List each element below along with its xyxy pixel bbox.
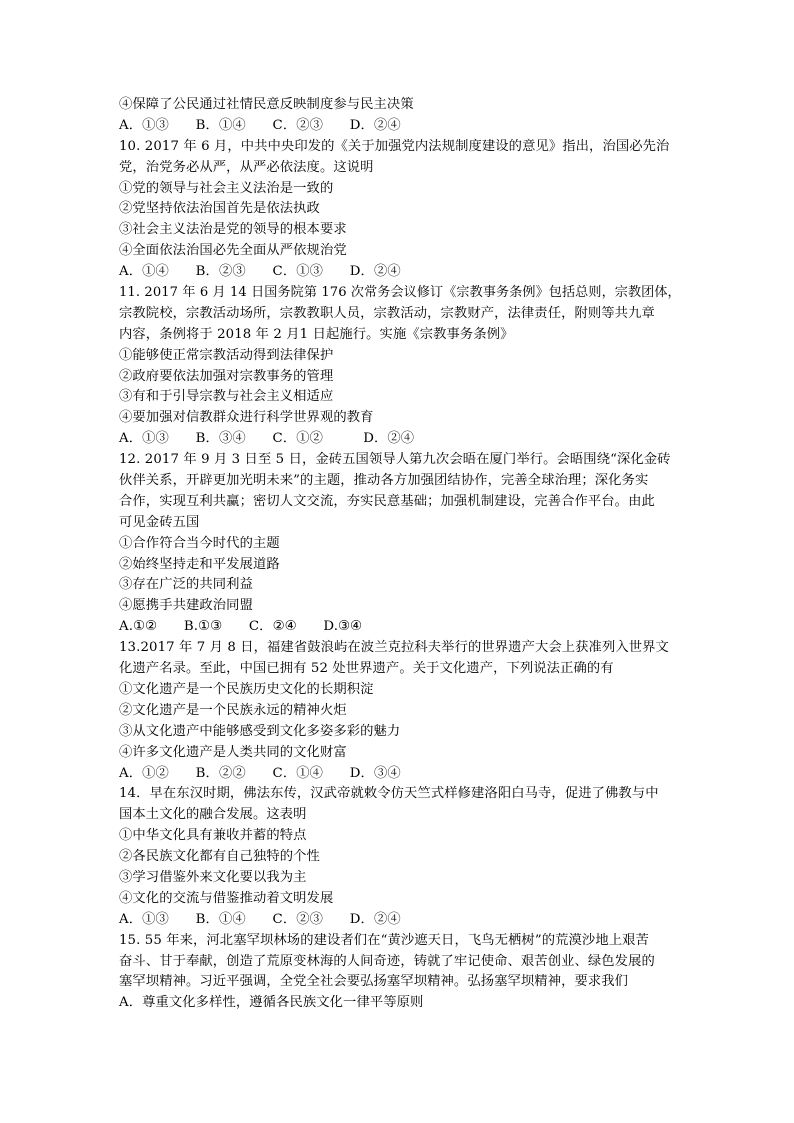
exam-content	[119, 95, 685, 1014]
statement-2: ②各民族文化都有自己独特的个性	[119, 849, 320, 865]
question-12-stem: 12. 2017 年 9 月 3 日至 5 日，金砖五国领导人第九次会晤在厦门举行。会晤围绕“深化金砖	[119, 452, 671, 468]
statement-1: ①能够使正常宗教活动得到法律保护	[119, 347, 334, 363]
answer-options: A．①③ B．③④ C．①② D．②④	[119, 431, 415, 447]
answer-options: A．①② B．②② C．①④ D．③④	[119, 765, 401, 781]
statement-2: ②党坚持依法治国首先是依法执政	[119, 201, 320, 217]
statement-3: ③存在广泛的共同利益	[119, 577, 253, 593]
question-15-stem: 奋斗、甘于奉献，创造了荒原变林海的人间奇迹，铸就了牢记使命、艰苦创业、绿色发展的	[119, 953, 655, 969]
statement-2: ②始终坚持走和平发展道路	[119, 556, 280, 572]
statement-4: ④愿携手共建政治同盟	[119, 598, 253, 614]
question-15-stem: 15. 55 年来，河北塞罕坝林场的建设者们在“黄沙遮天日，飞鸟无栖树”的荒漠沙地上艰苦	[119, 932, 649, 948]
statement-1: ①党的领导与社会主义法治是一致的	[119, 180, 334, 196]
statement-3: ③有和于引导宗教与社会主义相适应	[119, 389, 334, 405]
question-10-stem: 党，治党务必从严，从严必依法度。这说明	[119, 159, 374, 175]
statement-1: ①合作符合当今时代的主题	[119, 535, 280, 551]
question-12-stem: 合作，实现互利共赢；密切人文交流，夯实民意基础；加强机制建设，完善合作平台。由此	[119, 493, 655, 509]
question-11-stem: 内容，条例将于 2018 年 2 月1 日起施行。实施《宗教事务条例》	[119, 326, 514, 342]
statement-4: ④文化的交流与借鉴推动着文明发展	[119, 890, 334, 906]
statement-1: ①文化遗产是一个民族历史文化的长期积淀	[119, 681, 374, 697]
question-14-stem: 14．早在东汉时期，佛法东传，汉武帝就敕令仿天竺式样修建洛阳白马寺，促进了佛教与中	[119, 786, 659, 802]
question-15-stem: 塞罕坝精神。习近平强调，全党全社会要弘扬塞罕坝精神。弘扬塞罕坝精神，要求我们	[119, 974, 629, 990]
question-13-stem: 化遗产名录。至此，中国已拥有 52 处世界遗产。关于文化遗产，下列说法正确的有	[119, 661, 614, 677]
answer-options: A．①③ B．①④ C．②③ D．②④	[119, 117, 401, 133]
question-14-stem: 国本土文化的融合发展。这表明	[119, 807, 307, 823]
question-12-stem: 伙伴关系，开辟更加光明未来”的主题，推动各方加强团结协作，完善全球治理；深化务实	[119, 473, 649, 489]
statement-1: ①中华文化具有兼收并蓄的特点	[119, 828, 307, 844]
statement-4: ④全面依法治国必先全面从严依规治党	[119, 243, 347, 259]
question-10-stem: 10. 2017 年 6 月，中共中央印发的《关于加强党内法规制度建设的意见》指出，治国必先治	[119, 138, 670, 154]
option-a: A．尊重文化多样性，遵循各民族文化一律平等原则	[119, 995, 424, 1011]
statement-2: ②政府要依法加强对宗教事务的管理	[119, 368, 334, 384]
statement-3: ③社会主义法治是党的领导的根本要求	[119, 222, 347, 238]
question-12-stem: 可见金砖五国	[119, 514, 200, 530]
question-13-stem: 13.2017 年 7 月 8 日，福建省鼓浪屿在波兰克拉科夫举行的世界遗产大会上获准列入世界文	[119, 640, 669, 656]
statement-3: ③从文化遗产中能够感受到文化多姿多彩的魅力	[119, 723, 401, 739]
question-11-stem: 11. 2017 年 6 月 14 日国务院第 176 次常务会议修订《宗教事务条例》包括总则，宗教团体，	[119, 285, 681, 301]
statement-4: ④许多文化遗产是人类共同的文化财富	[119, 744, 347, 760]
statement-2: ②文化遗产是一个民族永远的精神火炬	[119, 702, 347, 718]
statement-3: ③学习借鉴外来文化要以我为主	[119, 869, 307, 885]
answer-options: A．①④ B．②③ C．①③ D．②④	[119, 264, 401, 280]
answer-options: A.①② B.①③ C．②④ D.③④	[119, 619, 363, 635]
statement-4: ④保障了公民通过社情民意反映制度参与民主决策	[119, 97, 414, 112]
question-11-stem: 宗教院校，宗教活动场所，宗教教职人员，宗教活动，宗教财产，法律责任，附则等共九章	[119, 305, 655, 321]
statement-4: ④要加强对信教群众进行科学世界观的教育	[119, 410, 374, 426]
answer-options: A．①③ B．①④ C．②③ D．②④	[119, 911, 401, 927]
